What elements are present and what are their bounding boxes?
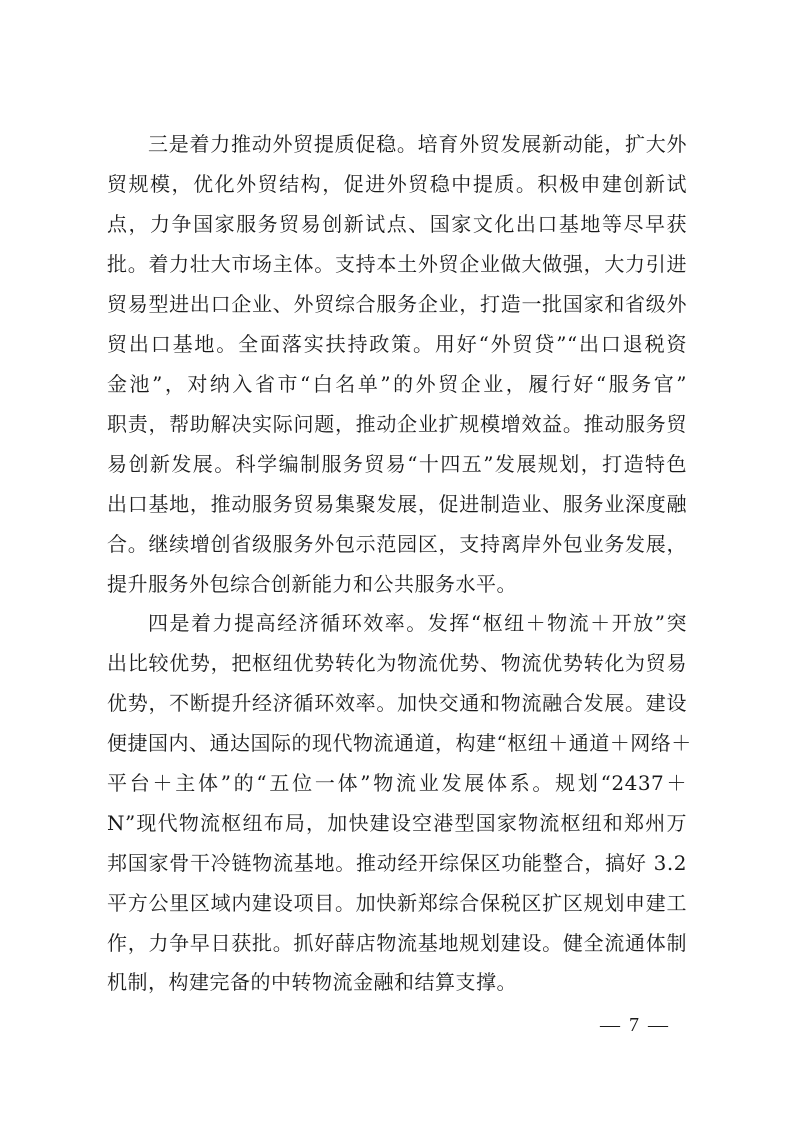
paragraph-line: 优势，不断提升经济循环效率。加快交通和物流融合发展。建设 <box>107 691 687 715</box>
paragraph-line: 平台＋主体”的“五位一体”物流业发展体系。规划“2437＋ <box>107 771 687 795</box>
page-number: — 7 — <box>600 1014 670 1036</box>
paragraph-line: 点，力争国家服务贸易创新试点、国家文化出口基地等尽早获 <box>107 212 687 236</box>
paragraph-line: 职责，帮助解决实际问题，推动企业扩规模增效益。推动服务贸 <box>107 412 687 436</box>
paragraph-line: N”现代物流枢纽布局，加快建设空港型国家物流枢纽和郑州万 <box>107 811 687 835</box>
paragraph-line: 易创新发展。科学编制服务贸易“十四五”发展规划，打造特色 <box>107 452 687 476</box>
paragraph-line: 四是着力提高经济循环效率。发挥“枢纽＋物流＋开放”突 <box>148 611 687 635</box>
paragraph-line: 三是着力推动外贸提质促稳。培育外贸发展新动能，扩大外 <box>148 132 687 156</box>
paragraph-line: 合。继续增创省级服务外包示范园区，支持离岸外包业务发展， <box>107 532 687 556</box>
paragraph-line: 批。着力壮大市场主体。支持本土外贸企业做大做强，大力引进 <box>107 252 687 276</box>
paragraph-line: 作，力争早日获批。抓好薛店物流基地规划建设。健全流通体制 <box>107 931 687 955</box>
paragraph-line: 出口基地，推动服务贸易集聚发展，促进制造业、服务业深度融 <box>107 492 687 516</box>
paragraph-line: 金池”，对纳入省市“白名单”的外贸企业，履行好“服务官” <box>107 372 687 396</box>
paragraph-line: 平方公里区域内建设项目。加快新郑综合保税区扩区规划申建工 <box>107 891 687 915</box>
paragraph-line: 贸规模，优化外贸结构，促进外贸稳中提质。积极申建创新试 <box>107 172 687 196</box>
paragraph-line: 邦国家骨干冷链物流基地。推动经开综保区功能整合，搞好 3.2 <box>107 851 687 875</box>
paragraph-line: 出比较优势，把枢纽优势转化为物流优势、物流优势转化为贸易 <box>107 651 687 675</box>
paragraph-line: 提升服务外包综合创新能力和公共服务水平。 <box>107 572 517 596</box>
paragraph-line: 机制，构建完备的中转物流金融和结算支撑。 <box>107 970 517 994</box>
paragraph-line: 便捷国内、通达国际的现代物流通道，构建“枢纽＋通道＋网络＋ <box>107 731 692 755</box>
paragraph-line: 贸出口基地。全面落实扶持政策。用好“外贸贷”“出口退税资 <box>107 332 687 356</box>
paragraph-line: 贸易型进出口企业、外贸综合服务企业，打造一批国家和省级外 <box>107 292 687 316</box>
